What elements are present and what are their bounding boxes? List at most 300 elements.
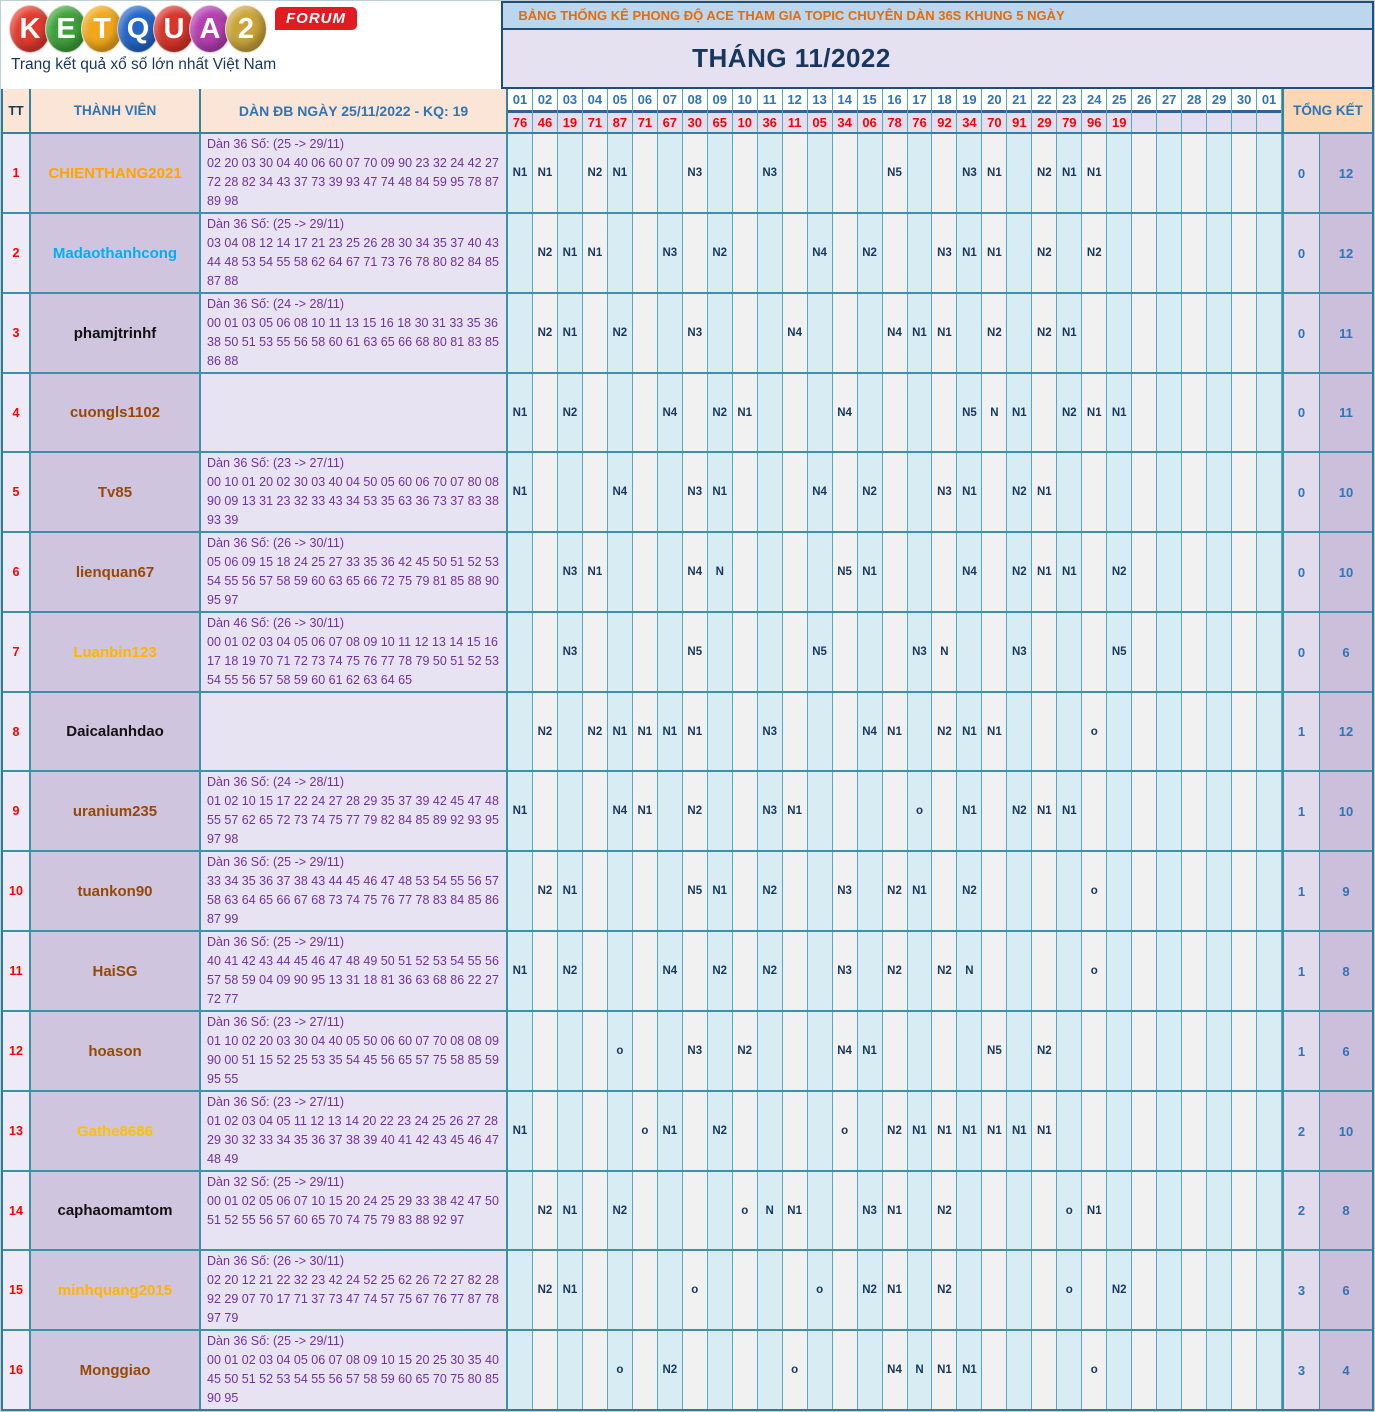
mark-cell: N2: [533, 1251, 558, 1329]
mark-cell: [1032, 374, 1057, 451]
day-header: 18: [932, 89, 956, 113]
mark-cell: [1132, 613, 1157, 691]
mark-cell: [758, 1092, 783, 1170]
mark-cell: [658, 1012, 683, 1090]
mark-cell: [1232, 1012, 1257, 1090]
mark-cell: [783, 1012, 808, 1090]
mark-cell: N3: [758, 693, 783, 770]
top-header: [1, 1, 1374, 89]
mark-cell: N1: [1032, 1092, 1057, 1170]
mark-cell: N2: [858, 1251, 883, 1329]
mark-cell: [583, 1251, 608, 1329]
mark-cell: [808, 693, 833, 770]
day-value: 65: [708, 113, 732, 132]
mark-cell: [708, 1251, 733, 1329]
mark-cell: N5: [683, 613, 708, 691]
mark-cell: [1107, 1172, 1132, 1249]
mark-cell: N4: [808, 214, 833, 292]
mark-cell: [808, 772, 833, 850]
site-logo[interactable]: [1, 1, 501, 89]
total-n: 12: [1320, 693, 1372, 770]
mark-cell: N1: [508, 772, 533, 850]
table-row: [3, 294, 1372, 374]
table-row: [3, 1012, 1372, 1092]
mark-cell: [1107, 453, 1132, 531]
mark-cell: [808, 1172, 833, 1249]
mark-cell: [658, 453, 683, 531]
day-value: 10: [733, 113, 757, 132]
mark-cell: [932, 374, 957, 451]
dan-numbers: 00 01 03 05 06 08 10 11 13 15 16 18 30 31 33 35 36 38 50 51 53 55 56 58 60 61 63 65 66 68 80 81 83 85 86 88: [207, 316, 499, 368]
member-name[interactable]: hoason: [31, 1012, 201, 1090]
mark-cell: N3: [858, 1172, 883, 1249]
mark-cell: N2: [533, 214, 558, 292]
mark-cell: [1007, 693, 1032, 770]
logo-letter-icon: E: [45, 5, 87, 53]
total-n: 9: [1320, 852, 1372, 930]
mark-cell: [1132, 932, 1157, 1010]
mark-cell: [783, 453, 808, 531]
total-n: 6: [1320, 613, 1372, 691]
mark-cell: [1082, 533, 1107, 611]
mark-cell: [833, 693, 858, 770]
dan-cell: [201, 134, 508, 212]
mark-cell: [608, 533, 633, 611]
mark-cell: [1132, 214, 1157, 292]
member-name[interactable]: Daicalanhdao: [31, 693, 201, 770]
mark-cell: [1032, 613, 1057, 691]
mark-cell: N2: [1007, 453, 1032, 531]
mark-cell: [1232, 932, 1257, 1010]
mark-cell: o: [633, 1092, 658, 1170]
member-name[interactable]: CHIENTHANG2021: [31, 134, 201, 212]
mark-cell: [508, 214, 533, 292]
mark-cell: [1257, 932, 1282, 1010]
dan-title: Dàn 32 Số: (25 -> 29/11): [207, 1175, 345, 1189]
mark-cell: [1182, 1172, 1207, 1249]
mark-cell: N2: [558, 932, 583, 1010]
day-header: 28: [1182, 89, 1206, 113]
mark-cell: [833, 134, 858, 212]
mark-cell: [1057, 693, 1082, 770]
day-header: 14: [833, 89, 857, 113]
member-name[interactable]: cuongls1102: [31, 374, 201, 451]
mark-cell: [633, 374, 658, 451]
mark-cell: [1232, 1092, 1257, 1170]
mark-cell: [1007, 1251, 1032, 1329]
dan-numbers: 05 06 09 15 18 24 25 27 33 35 36 42 45 50 51 52 53 54 55 56 57 58 59 60 63 65 66 72 75 79 81 85 88 90 95 97: [207, 555, 499, 607]
day-value: 67: [658, 113, 682, 132]
day-value: [1207, 113, 1231, 132]
mark-cell: [1182, 134, 1207, 212]
day-column: [932, 89, 957, 132]
mark-cell: [808, 374, 833, 451]
mark-cell: [1182, 1251, 1207, 1329]
mark-cell: [1182, 374, 1207, 451]
mark-cell: [533, 613, 558, 691]
mark-cell: [583, 852, 608, 930]
table-row: [3, 533, 1372, 613]
mark-cell: [583, 374, 608, 451]
total-header: TỔNG KẾT: [1282, 89, 1372, 132]
table-header: [3, 89, 1372, 134]
mark-cell: N4: [883, 294, 908, 372]
mark-cell: [1132, 134, 1157, 212]
dan-title: Dàn 36 Số: (24 -> 28/11): [207, 297, 345, 311]
mark-cell: [608, 374, 633, 451]
row-index: 16: [3, 1331, 31, 1409]
mark-cell: [1157, 1172, 1182, 1249]
total-o: 3: [1282, 1331, 1320, 1409]
mark-cell: [908, 214, 933, 292]
mark-cell: [583, 772, 608, 850]
dan-title: Dàn 36 Số: (25 -> 29/11): [207, 217, 345, 231]
member-name[interactable]: HaiSG: [31, 932, 201, 1010]
table-row: [3, 1331, 1372, 1409]
mark-cell: N2: [708, 374, 733, 451]
mark-cell: o: [1082, 693, 1107, 770]
mark-cell: N1: [883, 1251, 908, 1329]
mark-cell: N1: [558, 1172, 583, 1249]
mark-cell: N1: [957, 214, 982, 292]
mark-cell: [783, 533, 808, 611]
mark-cell: [982, 852, 1007, 930]
mark-cell: [858, 932, 883, 1010]
mark-cell: N2: [932, 1251, 957, 1329]
day-value: 30: [683, 113, 707, 132]
mark-cell: N1: [1032, 533, 1057, 611]
day-value: 19: [1107, 113, 1131, 132]
mark-cell: [1157, 1331, 1182, 1409]
dan-numbers: 33 34 35 36 37 38 43 44 45 46 47 48 53 54 55 56 57 58 63 64 65 66 67 68 73 74 75 76 77 78 83 84 85 86 87 99: [207, 874, 499, 926]
mark-cell: N2: [1032, 214, 1057, 292]
member-name[interactable]: uranium235: [31, 772, 201, 850]
mark-cell: [1007, 1331, 1032, 1409]
mark-cell: N1: [1057, 134, 1082, 212]
dan-cell: [201, 214, 508, 292]
forum-badge: FORUM: [275, 7, 357, 30]
mark-cell: [1182, 1012, 1207, 1090]
mark-cell: [608, 214, 633, 292]
mark-cell: N1: [783, 1172, 808, 1249]
mark-cell: N1: [1032, 453, 1057, 531]
mark-cell: [1057, 852, 1082, 930]
day-column: [1157, 89, 1182, 132]
day-column: [858, 89, 883, 132]
mark-cell: N3: [558, 533, 583, 611]
mark-cell: [1057, 1331, 1082, 1409]
mark-cell: [533, 772, 558, 850]
mark-cell: [733, 1331, 758, 1409]
mark-cell: [1057, 453, 1082, 531]
dan-cell: [201, 1251, 508, 1329]
mark-cell: [1207, 214, 1232, 292]
mark-cell: N4: [883, 1331, 908, 1409]
mark-cell: N1: [932, 1092, 957, 1170]
mark-cell: N3: [908, 613, 933, 691]
logo-letters: [9, 5, 501, 53]
row-index: 12: [3, 1012, 31, 1090]
mark-cell: N4: [658, 374, 683, 451]
mark-cell: [1257, 1092, 1282, 1170]
member-name[interactable]: caphaomamtom: [31, 1172, 201, 1249]
mark-cell: N1: [982, 1092, 1007, 1170]
dan-numbers: 02 20 12 21 22 32 23 42 24 52 25 62 26 72 27 82 28 92 29 07 70 17 71 37 73 47 74 57 75 67 76 77 87 78 97 79: [207, 1273, 499, 1325]
mark-cell: [1207, 1172, 1232, 1249]
mark-cell: N5: [1107, 613, 1132, 691]
title-block: [501, 1, 1374, 89]
day-column: [1082, 89, 1107, 132]
mark-cell: [758, 374, 783, 451]
mark-cell: [1132, 772, 1157, 850]
day-column: [508, 89, 533, 132]
tt-header: TT: [3, 89, 31, 132]
mark-cell: [1157, 533, 1182, 611]
mark-cell: [1207, 453, 1232, 531]
mark-cell: N1: [1082, 134, 1107, 212]
mark-cell: [1007, 932, 1032, 1010]
mark-cell: N2: [558, 374, 583, 451]
mark-cell: [883, 214, 908, 292]
day-column: [633, 89, 658, 132]
mark-cell: [1132, 374, 1157, 451]
day-column: [1057, 89, 1082, 132]
mark-cell: [858, 374, 883, 451]
day-header: 05: [608, 89, 632, 113]
mark-cell: N2: [533, 1172, 558, 1249]
mark-cell: [508, 1172, 533, 1249]
mark-cell: [858, 294, 883, 372]
mark-cell: [708, 772, 733, 850]
mark-cell: [533, 1331, 558, 1409]
mark-cell: [1207, 772, 1232, 850]
member-name[interactable]: Madaothanhcong: [31, 214, 201, 292]
mark-cell: N1: [508, 1092, 533, 1170]
mark-cell: o: [733, 1172, 758, 1249]
dan-numbers: 02 20 03 30 04 40 06 60 07 70 09 90 23 32 24 42 27 72 28 82 34 43 37 73 39 93 47 74 48 84 59 95 78 87 89 98: [207, 156, 499, 208]
mark-cell: o: [683, 1251, 708, 1329]
mark-cell: N3: [683, 294, 708, 372]
mark-cell: [1107, 214, 1132, 292]
mark-cell: [1182, 772, 1207, 850]
mark-cell: [758, 453, 783, 531]
mark-cell: [1082, 772, 1107, 850]
dan-numbers: 00 01 02 03 04 05 06 07 08 09 10 11 12 13 14 15 16 17 18 19 70 71 72 73 74 75 76 77 78 79 50 51 52 53 54 55 56 57 58 59 60 61 62 63 64 65: [207, 635, 499, 687]
day-column: [583, 89, 608, 132]
mark-cell: [1157, 613, 1182, 691]
mark-cell: [1207, 693, 1232, 770]
mark-cell: [733, 1092, 758, 1170]
mark-cell: [1232, 1331, 1257, 1409]
day-header: 03: [558, 89, 582, 113]
row-index: 2: [3, 214, 31, 292]
dan-numbers: 00 01 02 05 06 07 10 15 20 24 25 29 33 38 42 47 50 51 52 55 56 57 60 65 70 74 75 79 83 88 92 97: [207, 1194, 499, 1227]
mark-cell: N1: [508, 374, 533, 451]
mark-cell: [783, 932, 808, 1010]
mark-cell: [533, 374, 558, 451]
mark-cell: [583, 294, 608, 372]
mark-cell: N3: [932, 214, 957, 292]
total-n: 12: [1320, 134, 1372, 212]
mark-cell: [758, 294, 783, 372]
mark-cell: N1: [858, 1012, 883, 1090]
mark-cell: [1132, 1331, 1157, 1409]
day-column: [533, 89, 558, 132]
mark-cell: [1182, 852, 1207, 930]
mark-cell: N2: [683, 772, 708, 850]
mark-cell: [883, 374, 908, 451]
mark-cell: [1082, 1012, 1107, 1090]
member-name[interactable]: Monggiao: [31, 1331, 201, 1409]
dan-title: Dàn 36 Số: (25 -> 29/11): [207, 935, 345, 949]
stats-table: [1, 89, 1374, 1411]
mark-cell: [633, 453, 658, 531]
mark-cell: [1032, 1172, 1057, 1249]
mark-cell: N3: [758, 772, 783, 850]
table-row: [3, 1251, 1372, 1331]
mark-cell: [1057, 932, 1082, 1010]
mark-cell: [658, 613, 683, 691]
member-name[interactable]: lienquan67: [31, 533, 201, 611]
total-o: 0: [1282, 613, 1320, 691]
mark-cell: [833, 772, 858, 850]
dan-cell: [201, 932, 508, 1010]
mark-cell: [1007, 1012, 1032, 1090]
mark-cell: N1: [1057, 294, 1082, 372]
mark-cell: [1082, 294, 1107, 372]
mark-cell: N1: [982, 134, 1007, 212]
mark-cell: [583, 613, 608, 691]
member-name[interactable]: Tv85: [31, 453, 201, 531]
member-name[interactable]: Gathe8686: [31, 1092, 201, 1170]
mark-cell: [883, 772, 908, 850]
day-columns-header: [508, 89, 1282, 132]
mark-cell: o: [808, 1251, 833, 1329]
mark-cell: N2: [758, 932, 783, 1010]
dan-title: Dàn 36 Số: (23 -> 27/11): [207, 1095, 345, 1109]
mark-cell: N1: [658, 693, 683, 770]
mark-cell: N2: [858, 214, 883, 292]
mark-cell: [658, 852, 683, 930]
logo-letter-icon: T: [81, 5, 123, 53]
mark-cell: [1257, 613, 1282, 691]
day-value: 36: [758, 113, 782, 132]
day-value: 46: [533, 113, 557, 132]
mark-cell: N1: [957, 453, 982, 531]
mark-cell: N2: [932, 1172, 957, 1249]
day-column: [833, 89, 858, 132]
member-name[interactable]: Luanbin123: [31, 613, 201, 691]
mark-cell: N4: [608, 453, 633, 531]
mark-cell: [1132, 294, 1157, 372]
mark-cell: N1: [558, 1251, 583, 1329]
mark-cell: N1: [982, 693, 1007, 770]
mark-cell: [908, 134, 933, 212]
member-name[interactable]: tuankon90: [31, 852, 201, 930]
mark-cell: N3: [658, 214, 683, 292]
member-name[interactable]: phamjtrinhf: [31, 294, 201, 372]
mark-cell: [758, 1251, 783, 1329]
day-column: [1232, 89, 1257, 132]
mark-cell: [533, 1092, 558, 1170]
mark-cell: [1182, 693, 1207, 770]
mark-cell: [558, 772, 583, 850]
table-row: [3, 1172, 1372, 1251]
day-column: [957, 89, 982, 132]
dan-numbers: 00 10 01 20 02 30 03 40 04 50 05 60 06 70 07 80 08 90 09 13 31 23 32 33 43 34 53 35 63 36 73 37 83 38 93 39: [207, 475, 499, 527]
mark-cell: [1257, 1172, 1282, 1249]
mark-cell: N2: [708, 932, 733, 1010]
mark-cell: N1: [1007, 374, 1032, 451]
mark-cell: [982, 533, 1007, 611]
mark-cell: [733, 1251, 758, 1329]
mark-cell: [932, 1012, 957, 1090]
mark-cell: [733, 453, 758, 531]
mark-cell: [708, 613, 733, 691]
mark-cell: [508, 693, 533, 770]
mark-cell: N4: [957, 533, 982, 611]
mark-cell: N1: [908, 852, 933, 930]
total-o: 1: [1282, 932, 1320, 1010]
day-header: 06: [633, 89, 657, 113]
mark-cell: [633, 1251, 658, 1329]
mark-cell: [683, 932, 708, 1010]
mark-cell: N1: [558, 214, 583, 292]
mark-cell: N3: [683, 134, 708, 212]
mark-cell: o: [1082, 1331, 1107, 1409]
mark-cell: N2: [533, 693, 558, 770]
mark-cell: N1: [708, 453, 733, 531]
mark-cell: [1157, 374, 1182, 451]
member-name[interactable]: minhquang2015: [31, 1251, 201, 1329]
day-header: 27: [1157, 89, 1181, 113]
mark-cell: N1: [1007, 1092, 1032, 1170]
mark-cell: N4: [858, 693, 883, 770]
mark-cell: [957, 613, 982, 691]
mark-cell: [733, 932, 758, 1010]
mark-cell: N5: [957, 374, 982, 451]
mark-cell: [558, 1092, 583, 1170]
day-header: 11: [758, 89, 782, 113]
mark-cell: [508, 294, 533, 372]
mark-cell: [808, 1012, 833, 1090]
mark-cell: N2: [883, 932, 908, 1010]
mark-cell: [508, 1331, 533, 1409]
mark-cell: N2: [1007, 772, 1032, 850]
mark-cell: N1: [508, 453, 533, 531]
mark-cell: N3: [558, 613, 583, 691]
mark-cell: N1: [883, 1172, 908, 1249]
mark-cell: [1232, 294, 1257, 372]
mark-cell: [1257, 533, 1282, 611]
dan-numbers: 01 10 02 20 03 30 04 40 05 50 06 60 07 70 08 08 09 90 00 51 15 52 25 53 35 54 45 56 65 57 75 58 85 59 95 55: [207, 1034, 499, 1086]
mark-cell: [957, 1012, 982, 1090]
mark-cell: [1107, 1012, 1132, 1090]
mark-cell: N5: [982, 1012, 1007, 1090]
day-header: 24: [1082, 89, 1106, 113]
mark-cell: [1057, 613, 1082, 691]
day-value: 71: [633, 113, 657, 132]
total-o: 1: [1282, 772, 1320, 850]
mark-cell: [1257, 772, 1282, 850]
mark-cell: [982, 1331, 1007, 1409]
mark-cell: [982, 613, 1007, 691]
mark-cell: [658, 1172, 683, 1249]
mark-cell: [808, 294, 833, 372]
mark-cell: [833, 294, 858, 372]
mark-cell: N2: [658, 1331, 683, 1409]
dan-title: Dàn 36 Số: (26 -> 30/11): [207, 536, 345, 550]
